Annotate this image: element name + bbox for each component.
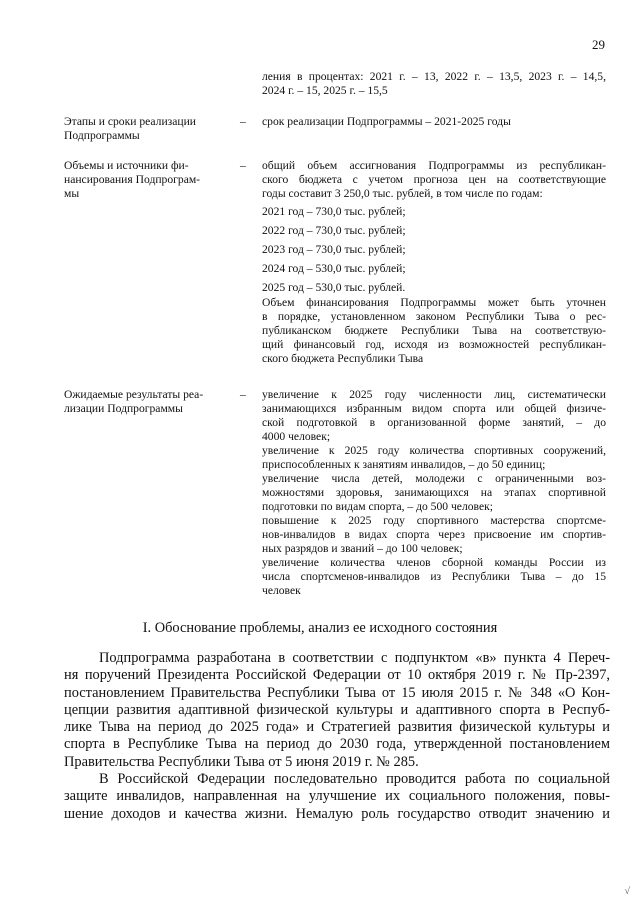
body-line: цепции развития адаптивной физической культуры и адаптивного спорта в Респуб- <box>64 701 610 718</box>
body-line: Правительства Республики Тыва от 5 июня 2019 г. № 285. <box>64 753 419 770</box>
funding-year-line: 2021 год – 730,0 тыс. рублей; <box>262 205 406 218</box>
results-line: нов-инвалидов в видах спорта через присвоение им спортив- <box>262 528 606 541</box>
section-heading: I. Обоснование проблемы, анализ ее исходного состояния <box>142 620 498 636</box>
results-line: повышение к 2025 году спортивного мастерства спортсме- <box>262 514 606 527</box>
body-line: защите инвалидов, направленная на улучшение их социального положения, повы- <box>64 788 610 805</box>
results-line: ской подготовкой в организованной форме занятий, – до <box>262 416 606 429</box>
passport-row-stages <box>64 115 606 155</box>
stages-label: Подпрограммы <box>64 129 140 142</box>
results-line: ных разрядов и званий – до 100 человек; <box>262 542 463 555</box>
body-line: В Российской Федерации последовательно проводится работа по социальной <box>99 771 610 788</box>
continuation-line: ления в процентах: 2021 г. – 13, 2022 г. – 13,5, 2023 г. – 14,5, <box>262 70 606 83</box>
stages-content: срок реализации Подпрограммы – 2021-2025 годы <box>262 115 511 128</box>
funding-note-line: ского бюджета Республики Тыва <box>262 352 424 365</box>
row-dash: – <box>240 388 246 401</box>
body-line: лике Тыва на период до 2025 года» и Стратегией развития физической культуры и <box>64 719 610 736</box>
results-label: Ожидаемые результаты реа- <box>64 388 204 401</box>
passport-table <box>64 70 606 598</box>
results-label: лизации Подпрограммы <box>64 402 183 415</box>
results-line: увеличение числа детей, молодежи с ограниченными воз- <box>262 472 606 485</box>
funding-intro-line: общий объем ассигнования Подпрограммы из республикан- <box>262 159 606 172</box>
funding-label: Объемы и источники фи- <box>64 159 189 172</box>
body-line: шение доходов и качества жизни. Немалую роль государство отводит значению и <box>64 805 610 822</box>
continuation-line: 2024 г. – 15, 2025 г. – 15,5 <box>262 84 388 97</box>
body-line: постановлением Правительства Республики Тыва от 15 июля 2015 г. № 348 «О Кон- <box>64 684 610 701</box>
body-line: ня поручений Президента Российской Федерации от 10 октября 2019 г. № Пр-2397, <box>64 667 610 684</box>
funding-note-line: Объем финансирования Подпрограммы может быть уточнен <box>262 296 606 309</box>
funding-note-line: публиканском бюджете Республики Тыва на соответствую- <box>262 324 606 337</box>
funding-year-line: 2024 год – 530,0 тыс. рублей; <box>262 262 406 275</box>
funding-intro-line: ского бюджета с учетом прогноза цен на соответствующие <box>262 173 606 186</box>
results-line: человек <box>262 584 301 597</box>
results-line: занимающихся избранным видом спорта или общей физиче- <box>262 402 606 415</box>
page-number: 29 <box>592 37 605 52</box>
funding-year-line: 2023 год – 730,0 тыс. рублей; <box>262 243 406 256</box>
results-line: увеличение к 2025 году количества спортивных сооружений, <box>262 444 606 457</box>
results-line: 4000 человек; <box>262 430 331 443</box>
body-text <box>64 650 610 823</box>
funding-year-line: 2025 год – 530,0 тыс. рублей. <box>262 281 406 294</box>
body-line: Подпрограмма разработана в соответствии с подпунктом «в» пункта 4 Переч- <box>99 650 610 666</box>
stages-label: Этапы и сроки реализации <box>64 115 196 128</box>
funding-label: нансирования Подпрограм- <box>64 173 201 186</box>
funding-note-line: в порядке, установленном законом Республики Тыва о рес- <box>262 310 606 323</box>
funding-note-line: щий финансовый год, исходя из возможностей республикан- <box>262 338 606 351</box>
results-line: приспособленных к занятиям инвалидов, – до 50 единиц; <box>262 458 546 471</box>
row-dash: – <box>240 115 246 128</box>
corner-mark: √ <box>624 886 630 897</box>
row-dash: – <box>240 159 246 172</box>
results-line: подготовки по видам спорта, – до 500 человек; <box>262 500 493 513</box>
passport-row-funding <box>64 159 606 366</box>
results-line: увеличение количества членов сборной команды России из <box>262 556 606 569</box>
results-line: числа спортсменов-инвалидов из Республики Тыва – до 15 <box>262 570 606 583</box>
funding-label: мы <box>64 187 80 200</box>
body-line: спорта в Республике Тыва на период до 2030 года, утвержденной постановлением <box>64 736 610 753</box>
funding-year-line: 2022 год – 730,0 тыс. рублей; <box>262 224 406 237</box>
results-line: увеличение к 2025 году численности лиц, систематически <box>262 388 606 401</box>
passport-row-continuation <box>64 70 606 102</box>
passport-row-results <box>64 388 606 598</box>
results-line: можностями здоровья, занимающихся на этапах спортивной <box>262 486 606 499</box>
funding-intro-line: годы составит 3 250,0 тыс. рублей, в том числе по годам: <box>262 187 543 200</box>
